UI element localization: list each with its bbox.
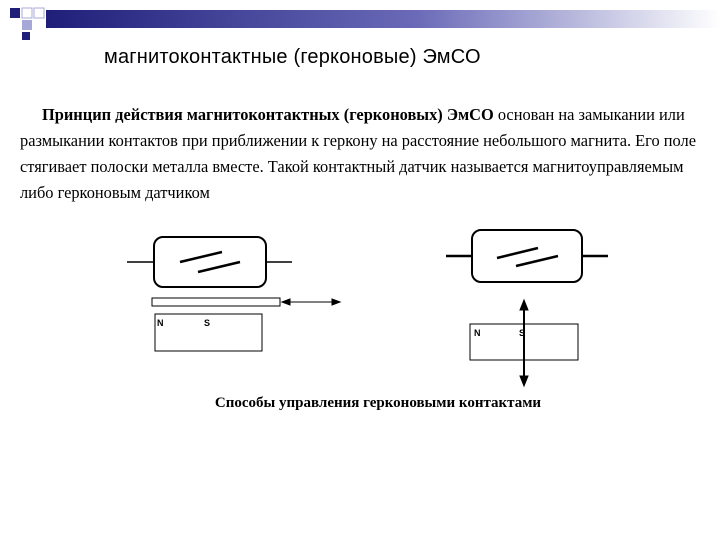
right-magnet-north-label: N xyxy=(474,328,481,338)
right-magnet-south-label: S xyxy=(519,328,526,338)
arrow-head-left xyxy=(282,299,290,305)
left-contact-lower xyxy=(198,262,240,272)
right-reed-switch xyxy=(446,230,608,282)
vertical-arrow-head-down xyxy=(520,376,528,386)
arrow-head-right xyxy=(332,299,340,305)
right-contact-upper xyxy=(497,248,538,258)
left-guide-plate xyxy=(152,298,280,306)
paragraph-bold-lead: Принцип действия магнитоконтактных (герконовых) ЭмСО xyxy=(42,105,494,124)
paragraph-body: основан на замыкании или размыкании контактов при приближении к геркону на расстояние небольшого магнита. Его поле стягивает полоски металла вместе. Такой контактный датчик называется магнитоуправляемым либо герконовым датчиком xyxy=(20,105,696,202)
left-glass-bulb xyxy=(154,237,266,287)
parallel-motion-arrow xyxy=(282,299,340,305)
left-magnet-north-label: N xyxy=(157,318,164,328)
left-magnet-south-label: S xyxy=(204,318,211,328)
right-contact-lower xyxy=(516,256,558,266)
right-glass-bulb xyxy=(472,230,582,282)
left-reed-switch xyxy=(127,237,292,287)
left-contact-upper xyxy=(180,252,222,262)
vertical-arrow-head-up xyxy=(520,300,528,310)
slide-title: магнитоконтактные (герконовые) ЭмСО xyxy=(104,46,481,68)
diagram-caption: Способы управления герконовыми контактами xyxy=(214,395,542,411)
